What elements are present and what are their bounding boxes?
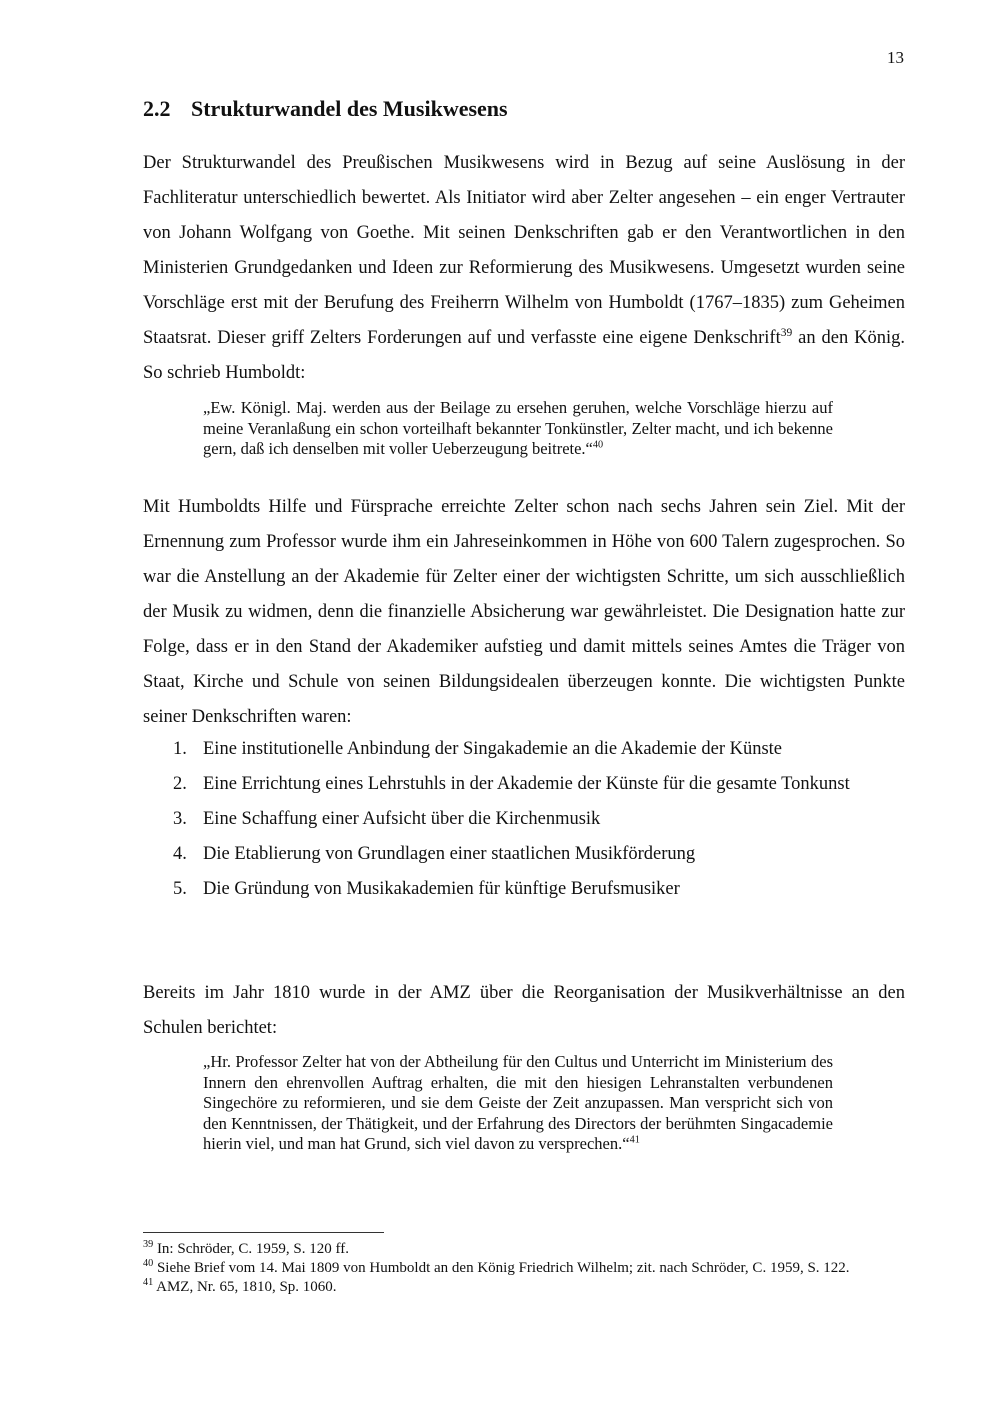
footnote-ref-39: 39 [780, 326, 793, 339]
section-heading [143, 96, 508, 122]
footnote-number: 41 [143, 1277, 154, 1288]
footnote-40 [143, 1259, 905, 1278]
list-item [143, 872, 905, 907]
list-item-number: 2. [173, 774, 187, 794]
paragraph-1-tail: an den König. So schrieb Humboldt: [143, 328, 905, 383]
footnote-ref-40: 40 [592, 439, 604, 451]
page-number: 13 [887, 48, 904, 67]
paragraph-3 [143, 976, 905, 1046]
paragraph-2 [143, 490, 905, 735]
list-item [143, 802, 905, 837]
footnote-divider [143, 1232, 384, 1233]
list-item [143, 837, 905, 872]
list-item [143, 732, 905, 767]
footnote-ref-41: 41 [629, 1134, 640, 1146]
footnote-text: Siehe Brief vom 14. Mai 1809 von Humboldt an den König Friedrich Wilhelm; zit. nach Schröder, C. 1959, S. 122. [153, 1260, 850, 1276]
block-quote-2 [203, 1052, 833, 1155]
footnote-number: 40 [143, 1258, 154, 1269]
paragraph-3-text: Bereits im Jahr 1810 wurde in der AMZ über die Reorganisation der Musikverhältnisse an den Schulen berichtet: [143, 983, 905, 1038]
footnotes [143, 1240, 905, 1297]
section-number: 2.2 [143, 96, 171, 121]
list-item-text: Eine Schaffung einer Aufsicht über die Kirchenmusik [203, 809, 601, 829]
footnote-text: AMZ, Nr. 65, 1810, Sp. 1060. [153, 1279, 337, 1295]
list-item-text: Eine institutionelle Anbindung der Singakademie an die Akademie der Künste [203, 739, 783, 759]
footnote-41 [143, 1278, 905, 1297]
footnote-text: In: Schröder, C. 1959, S. 120 ff. [153, 1241, 349, 1257]
footnote-number: 39 [143, 1239, 154, 1250]
list-item-text: Eine Errichtung eines Lehrstuhls in der Akademie der Künste für die gesamte Tonkunst [203, 774, 850, 794]
list-item-text: Die Gründung von Musikakademien für künftige Berufsmusiker [203, 879, 680, 899]
numbered-list [143, 732, 905, 907]
list-item [143, 767, 905, 802]
list-item-number: 1. [173, 739, 187, 759]
block-quote-1-text: „Ew. Königl. Maj. werden aus der Beilage zu ersehen geruhen, welche Vorschläge hierzu auf meine Veranlaßung ein schon vorteilhaft bekannter Tonkünstler, Zelter macht, und ich bekenne gern, daß ich denselben mit voller Ueberzeugung beitrete.“ [203, 398, 833, 458]
paragraph-1 [143, 146, 905, 391]
paragraph-1-text: Der Strukturwandel des Preußischen Musikwesens wird in Bezug auf seine Auslösung in der Fachliteratur unterschiedlich bewertet. Als Initiator wird aber Zelter angesehen – ein enger Vertrauter von Johann Wolfgang von Goethe. Mit seinen Denkschriften gab er den Verantwortlichen in den Ministerien Grundgedanken und Ideen zur Reformierung des Musikwesens. Umgesetzt wurden seine Vorschläge erst mit der Berufung des Freiherrn Wilhelm von Humboldt (1767–1835) zum Geheimen Staatsrat. Dieser griff Zelters Forderungen auf und verfasste eine eigene Denkschrift [143, 153, 905, 348]
block-quote-2-text: „Hr. Professor Zelter hat von der Abtheilung für den Cultus und Unterricht im Ministerium des Innern den ehrenvollen Auftrag erhalten, die mit den hiesigen Lehranstalten verbundenen Singechöre zu reformieren, und sie dem Geiste der Zeit anzupassen. Man verspricht sich von den Kenntnissen, der Thätigkeit, und der Erfahrung des Directors der berühmten Singacademie hierin viel, und man hat Grund, sich viel davon zu versprechen.“ [203, 1052, 833, 1153]
list-item-text: Die Etablierung von Grundlagen einer staatlichen Musikförderung [203, 844, 696, 864]
list-item-number: 3. [173, 809, 187, 829]
list-item-number: 4. [173, 844, 187, 864]
paragraph-2-text: Mit Humboldts Hilfe und Fürsprache erreichte Zelter schon nach sechs Jahren sein Ziel. Mit der Ernennung zum Professor wurde ihm ein Jahreseinkommen in Höhe von 600 Talern zugesprochen. So war die Anstellung an der Akademie für Zelter einer der wichtigsten Schritte, um sich ausschließlich der Musik zu widmen, denn die finanzielle Absicherung war gewährleistet. Die Designation hatte zur Folge, dass er in den Stand der Akademiker aufstieg und damit mittels seines Amtes die Träger von Staat, Kirche und Schule von seinen Bildungsidealen überzeugen konnte. Die wichtigsten Punkte seiner Denkschriften waren: [143, 497, 905, 727]
list-item-number: 5. [173, 879, 187, 899]
block-quote-1 [203, 398, 833, 460]
footnote-39 [143, 1240, 905, 1259]
section-title: Strukturwandel des Musikwesens [191, 96, 508, 121]
